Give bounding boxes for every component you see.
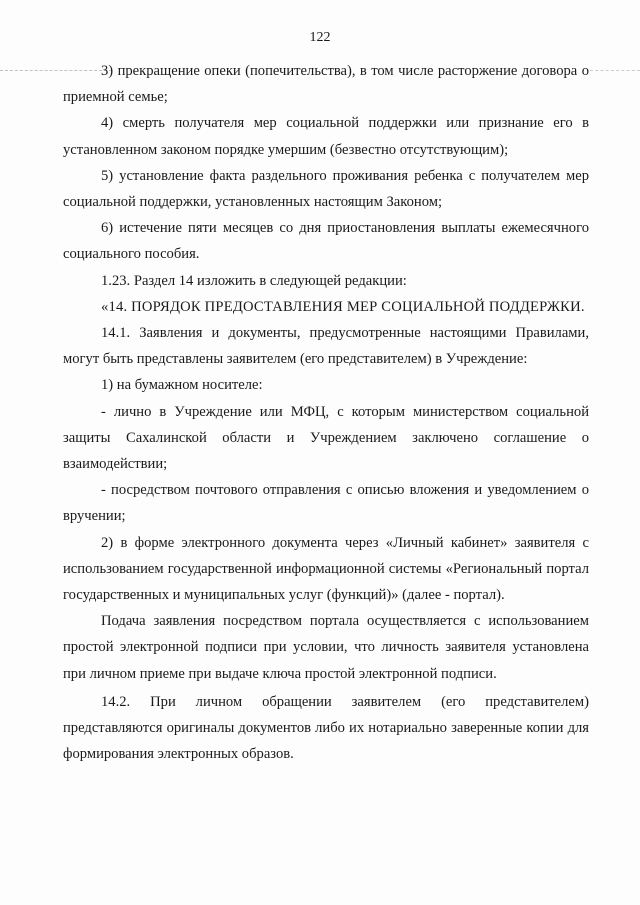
paragraph-item-5: 5) установление факта раздельного проживания ребенка с получателем мер социальной поддержки, установленных настоящим Законом; <box>63 167 589 211</box>
paragraph-item-2: 2) в форме электронного документа через «Личный кабинет» заявителя с использованием государственной информационной системы «Региональный портал государственных и муниципальных услуг (функций)» (далее - портал). <box>63 534 589 604</box>
paragraph-item-1-in-person: - лично в Учреждение или МФЦ, с которым министерством социальной защиты Сахалинской области и Учреждением заключено соглашение о взаимодействии; <box>63 403 589 473</box>
section-heading-14: «14. ПОРЯДОК ПРЕДОСТАВЛЕНИЯ МЕР СОЦИАЛЬНОЙ ПОДДЕРЖКИ. <box>101 298 585 315</box>
paragraph-item-6: 6) истечение пяти месяцев со дня приостановления выплаты ежемесячного социального пособия. <box>63 220 589 263</box>
scan-artifact-line <box>590 70 640 71</box>
document-body <box>63 58 589 767</box>
paragraph-1-23: 1.23. Раздел 14 изложить в следующей редакции: <box>101 272 407 289</box>
paragraph-item-4: 4) смерть получателя мер социальной поддержки или признание его в установленном законом порядке умершим (безвестно отсутствующим); <box>63 115 589 158</box>
paragraph-item-1-by-mail: - посредством почтового отправления с описью вложения и уведомлением о вручении; <box>63 482 589 525</box>
paragraph-item-1: 1) на бумажном носителе: <box>101 377 263 394</box>
paragraph-item-3: 3) прекращение опеки (попечительства), в том числе расторжение договора о приемной семье; <box>63 63 589 106</box>
paragraph-14-2: 14.2. При личном обращении заявителем (его представителем) представляются оригиналы документов либо их нотариально заверенные копии для формирования электронных образов. <box>63 693 589 763</box>
paragraph-14-1: 14.1. Заявления и документы, предусмотренные настоящими Правилами, могут быть представлены заявителем (его представителем) в Учреждение: <box>63 325 589 368</box>
paragraph-portal-submission: Подача заявления посредством портала осуществляется с использованием простой электронной подписи при условии, что личность заявителя установлена при личном приеме при выдаче ключа простой электронной подписи. <box>63 613 589 682</box>
page-number: 122 <box>309 30 331 45</box>
